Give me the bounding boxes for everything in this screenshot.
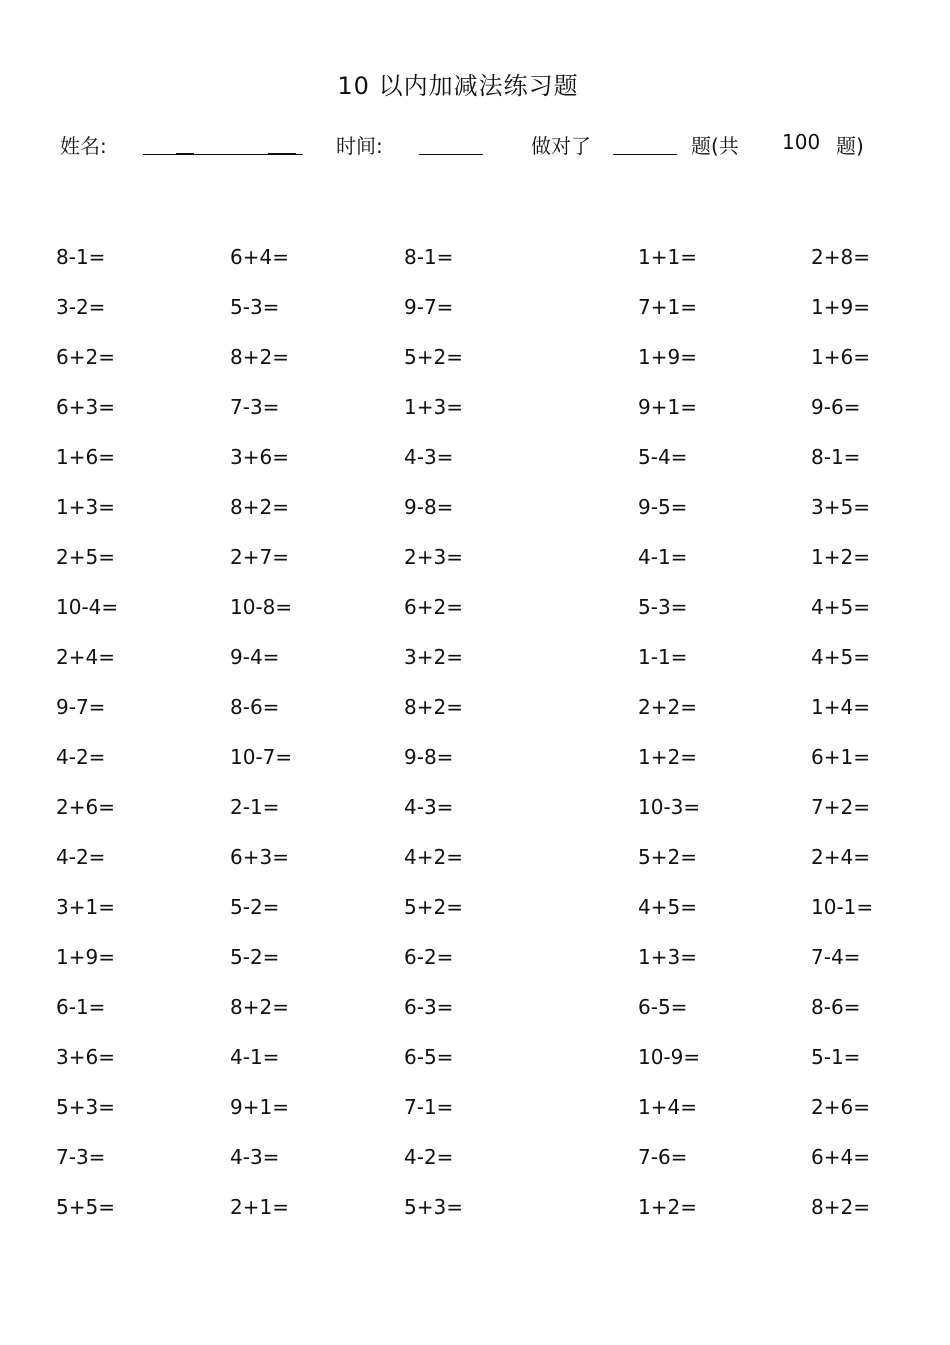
problem-row: [56, 295, 916, 345]
math-problem: 4-1=: [638, 545, 688, 569]
math-problem: 10-8=: [230, 595, 293, 619]
problem-row: [56, 495, 916, 545]
math-problem: 9+1=: [230, 1095, 289, 1119]
name-label: 姓名:: [60, 134, 107, 158]
math-problem: 1+2=: [638, 745, 697, 769]
math-problem: 4-2=: [404, 1145, 454, 1169]
math-problem: 10-4=: [56, 595, 119, 619]
math-problem: 1+6=: [811, 345, 870, 369]
math-problem: 3-2=: [56, 295, 106, 319]
math-problem: 5+3=: [56, 1095, 115, 1119]
total-count: 100: [782, 130, 821, 154]
math-problem: 10-7=: [230, 745, 293, 769]
math-problem: 2+2=: [638, 695, 697, 719]
math-problem: 4-3=: [230, 1145, 280, 1169]
math-problem: 3+2=: [404, 645, 463, 669]
math-problem: 5+5=: [56, 1195, 115, 1219]
math-problem: 7-4=: [811, 945, 861, 969]
worksheet-header: [0, 130, 950, 160]
math-problem: 4+2=: [404, 845, 463, 869]
math-problem: 6+4=: [230, 245, 289, 269]
time-label: 时间:: [336, 134, 383, 158]
math-problem: 5-3=: [230, 295, 280, 319]
math-problem: 4-2=: [56, 845, 106, 869]
math-problem: 1+9=: [638, 345, 697, 369]
problem-row: [56, 795, 916, 845]
math-problem: 8+2=: [230, 345, 289, 369]
math-problem: 8-1=: [811, 445, 861, 469]
math-problem: 5+3=: [404, 1195, 463, 1219]
math-problem: 3+6=: [230, 445, 289, 469]
math-problem: 8+2=: [230, 995, 289, 1019]
math-problem: 9-5=: [638, 495, 688, 519]
problem-row: [56, 695, 916, 745]
problem-grid: [56, 245, 916, 1245]
math-problem: 7-6=: [638, 1145, 688, 1169]
problem-row: [56, 895, 916, 945]
math-problem: 5+2=: [404, 895, 463, 919]
math-problem: 5+2=: [638, 845, 697, 869]
math-problem: 4-1=: [230, 1045, 280, 1069]
math-problem: 6+2=: [404, 595, 463, 619]
math-problem: 6+3=: [230, 845, 289, 869]
math-problem: 6-5=: [638, 995, 688, 1019]
math-problem: 8-6=: [811, 995, 861, 1019]
math-problem: 8-6=: [230, 695, 280, 719]
correct-count-blank[interactable]: [613, 154, 677, 155]
problem-row: [56, 1195, 916, 1245]
math-problem: 1+4=: [638, 1095, 697, 1119]
math-problem: 4-2=: [56, 745, 106, 769]
problem-row: [56, 1095, 916, 1145]
problem-row: [56, 1045, 916, 1095]
total-prefix: 题(共: [691, 134, 739, 158]
math-problem: 1+9=: [56, 945, 115, 969]
math-problem: 6-5=: [404, 1045, 454, 1069]
math-problem: 4+5=: [811, 645, 870, 669]
correct-label: 做对了: [531, 134, 591, 158]
problem-row: [56, 845, 916, 895]
math-problem: 6+1=: [811, 745, 870, 769]
math-problem: 2+8=: [811, 245, 870, 269]
math-problem: 2+4=: [56, 645, 115, 669]
time-blank[interactable]: [419, 154, 483, 155]
math-problem: 4+5=: [638, 895, 697, 919]
math-problem: 9-8=: [404, 495, 454, 519]
problem-row: [56, 245, 916, 295]
math-problem: 1+3=: [404, 395, 463, 419]
math-problem: 1+2=: [638, 1195, 697, 1219]
math-problem: 3+6=: [56, 1045, 115, 1069]
math-problem: 7-3=: [230, 395, 280, 419]
math-problem: 5-2=: [230, 945, 280, 969]
math-problem: 3+5=: [811, 495, 870, 519]
math-problem: 6+3=: [56, 395, 115, 419]
math-problem: 4-3=: [404, 445, 454, 469]
math-problem: 2+5=: [56, 545, 115, 569]
math-problem: 2+4=: [811, 845, 870, 869]
math-problem: 6-3=: [404, 995, 454, 1019]
problem-row: [56, 995, 916, 1045]
math-problem: 2+1=: [230, 1195, 289, 1219]
math-problem: 2+3=: [404, 545, 463, 569]
math-problem: 1+1=: [638, 245, 697, 269]
math-problem: 1+2=: [811, 545, 870, 569]
math-problem: 8-1=: [404, 245, 454, 269]
total-suffix: 题): [836, 134, 864, 158]
problem-row: [56, 545, 916, 595]
math-problem: 1+3=: [638, 945, 697, 969]
math-problem: 9-4=: [230, 645, 280, 669]
name-blank-mark: [176, 153, 194, 155]
math-problem: 1+3=: [56, 495, 115, 519]
math-problem: 9-6=: [811, 395, 861, 419]
math-problem: 7+2=: [811, 795, 870, 819]
math-problem: 1-1=: [638, 645, 688, 669]
math-problem: 7-1=: [404, 1095, 454, 1119]
math-problem: 4-3=: [404, 795, 454, 819]
problem-row: [56, 345, 916, 395]
math-problem: 2+6=: [56, 795, 115, 819]
page-title: 10 以内加减法练习题: [337, 72, 579, 100]
math-problem: 8-1=: [56, 245, 106, 269]
problem-row: [56, 945, 916, 995]
math-problem: 9-8=: [404, 745, 454, 769]
math-problem: 9+1=: [638, 395, 697, 419]
math-problem: 2-1=: [230, 795, 280, 819]
problem-row: [56, 445, 916, 495]
math-problem: 7-3=: [56, 1145, 106, 1169]
math-problem: 2+6=: [811, 1095, 870, 1119]
math-problem: 10-3=: [638, 795, 701, 819]
math-problem: 6-2=: [404, 945, 454, 969]
problem-row: [56, 1145, 916, 1195]
math-problem: 8+2=: [230, 495, 289, 519]
problem-row: [56, 395, 916, 445]
problem-row: [56, 645, 916, 695]
math-problem: 9-7=: [404, 295, 454, 319]
math-problem: 9-7=: [56, 695, 106, 719]
math-problem: 5-3=: [638, 595, 688, 619]
name-blank-mark: [268, 153, 296, 155]
math-problem: 5-1=: [811, 1045, 861, 1069]
math-problem: 5-2=: [230, 895, 280, 919]
math-problem: 1+6=: [56, 445, 115, 469]
math-problem: 7+1=: [638, 295, 697, 319]
math-problem: 1+9=: [811, 295, 870, 319]
math-problem: 10-1=: [811, 895, 874, 919]
problem-row: [56, 745, 916, 795]
math-problem: 4+5=: [811, 595, 870, 619]
math-problem: 6+4=: [811, 1145, 870, 1169]
math-problem: 8+2=: [811, 1195, 870, 1219]
math-problem: 3+1=: [56, 895, 115, 919]
math-problem: 2+7=: [230, 545, 289, 569]
problem-row: [56, 595, 916, 645]
math-problem: 6+2=: [56, 345, 115, 369]
math-problem: 6-1=: [56, 995, 106, 1019]
math-problem: 10-9=: [638, 1045, 701, 1069]
math-problem: 1+4=: [811, 695, 870, 719]
math-problem: 5+2=: [404, 345, 463, 369]
math-problem: 8+2=: [404, 695, 463, 719]
math-problem: 5-4=: [638, 445, 688, 469]
